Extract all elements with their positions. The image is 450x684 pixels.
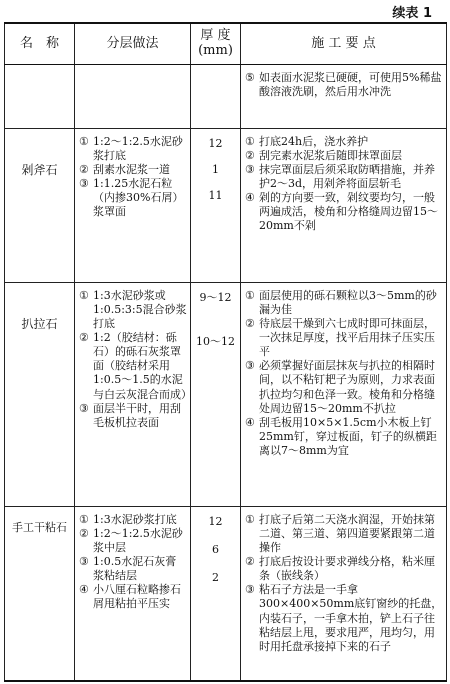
layer-text: 小八厘石粒略掺石屑甩粘拍平压实	[93, 583, 181, 611]
layer-item	[79, 331, 192, 401]
layer-num: ①	[79, 135, 89, 148]
row-points	[241, 129, 447, 283]
row-thickness	[191, 65, 241, 129]
point-text: 抹完罩面层后须采取防晒措施，并养护2～3d，用剁斧将面层斩毛	[259, 163, 435, 191]
row-layers	[75, 507, 191, 682]
layer-num: ③	[79, 401, 89, 415]
layer-num: ③	[79, 177, 89, 191]
point-num: ③	[245, 583, 255, 597]
point-text: 粘石子方法是一手拿300×400×50mm底钉窗纱的托盘，内装石子，一手拿木拍，铲上石子往粘结层上甩，要求甩严，甩均匀，用时用托盘承接掉下来的石子	[259, 583, 443, 653]
layer-item	[79, 583, 187, 611]
layer-item	[79, 177, 187, 219]
point-text: 如表面水泥浆已硬硬，可使用5%稀盐酸溶液洗刷，然后用水冲洗	[259, 71, 442, 99]
point-item	[245, 149, 443, 163]
point-num: ④	[245, 415, 255, 429]
layer-num: ①	[79, 513, 89, 526]
point-text: 打底24h后，浇水养护	[259, 135, 369, 148]
point-num: ③	[245, 163, 255, 177]
layer-item	[79, 527, 187, 555]
point-item	[245, 359, 443, 415]
point-num: ⑤	[245, 71, 255, 84]
row-thickness	[191, 283, 241, 507]
header-thickness-label: 厚 度	[200, 28, 231, 44]
row-layers	[75, 65, 191, 129]
thickness-value: 11	[208, 189, 223, 203]
row-thickness	[191, 129, 241, 283]
layer-text: 1:2（胶结材：砾石）的砾石灰浆罩面（胶结材采用1:0.5～1.5的水泥与白云灰混合而成）	[93, 331, 192, 401]
row-name: 手工干粘石	[5, 507, 75, 682]
point-item	[245, 416, 443, 458]
layer-text: 面层半干时，用刮毛板机拉表面	[93, 401, 181, 429]
point-num: ④	[245, 191, 255, 205]
construction-table	[4, 22, 447, 682]
point-item	[245, 513, 443, 555]
point-item	[245, 135, 443, 149]
header-thickness-unit: (mm)	[198, 43, 233, 58]
header-row	[5, 23, 447, 65]
point-text: 剁的方向要一致，剁纹要均匀，一般两遍成活，棱角和分格缝周边留15～20mm不剁	[259, 191, 438, 233]
layer-num: ②	[79, 331, 89, 345]
continuation-label: 续表 1	[392, 6, 432, 21]
point-text: 待底层干燥到六七成时即可抹面层，一次抹足厚度，找平后用抹子压实压平	[259, 317, 435, 359]
layer-text: 1:3水泥砂浆打底	[93, 513, 177, 526]
layer-text: 1:3水泥砂浆或1:0.5:3:5混合砂浆打底	[93, 289, 187, 331]
row-name: 剁斧石	[5, 129, 75, 283]
table-row	[5, 507, 447, 682]
point-num: ①	[245, 289, 255, 302]
layer-item	[79, 402, 187, 430]
point-text: 打底子后第二天浇水润湿，开始抹第二道、第三道、第四道要紧跟第二道操作	[259, 513, 435, 555]
layer-text: 1:1.25水泥石粒（内掺30%石屑）浆罩面	[93, 177, 184, 219]
row-layers	[75, 129, 191, 283]
header-method: 分层做法	[75, 23, 191, 65]
point-num: ②	[245, 317, 255, 331]
layer-text: 1:0.5水泥石灰膏浆粘结层	[93, 555, 177, 583]
point-num: ②	[245, 149, 255, 163]
row-thickness	[191, 507, 241, 682]
point-num: ③	[245, 359, 255, 373]
layer-item	[79, 135, 187, 163]
header-name: 名 称	[5, 23, 75, 65]
layer-num: ②	[79, 163, 89, 177]
row-points	[241, 283, 447, 507]
thickness-value: 12	[208, 515, 223, 528]
thickness-value: 10～12	[196, 335, 235, 349]
header-points: 施 工 要 点	[241, 23, 447, 65]
thickness-value: 12	[208, 137, 223, 150]
row-points	[241, 507, 447, 682]
layer-num: ②	[79, 527, 89, 541]
point-item	[245, 191, 443, 233]
layer-text: 1:2～1:2.5水泥砂浆打底	[93, 135, 183, 163]
row-points	[241, 65, 447, 129]
layer-item	[79, 555, 187, 583]
header-thickness	[191, 23, 241, 65]
table-row	[5, 65, 447, 129]
point-num: ②	[245, 555, 255, 569]
point-text: 打底后按设计要求弹线分格，粘米厘条（嵌线条）	[259, 555, 435, 583]
point-text: 面层使用的砾石颗粒以3～5mm的砂漏为佳	[259, 289, 437, 317]
point-item	[245, 163, 443, 191]
thickness-value: 6	[212, 543, 219, 557]
point-item	[245, 583, 443, 653]
layer-text: 1:2～1:2.5水泥砂浆中层	[93, 527, 183, 555]
point-text: 刮毛板用10×5×1.5cm小木板上钉25mm钉，穿过板面，钉子的纵横距离以7～8mm为宜	[259, 415, 437, 457]
layer-item	[79, 289, 187, 331]
thickness-value: 9～12	[199, 291, 232, 304]
point-text: 刮完素水泥浆后随即抹罩面层	[259, 149, 402, 163]
row-name	[5, 65, 75, 129]
point-item	[245, 289, 443, 317]
layer-text: 刮素水泥浆一道	[93, 163, 170, 177]
point-item	[245, 71, 443, 99]
point-num: ①	[245, 135, 255, 148]
thickness-value: 2	[212, 571, 219, 585]
row-layers	[75, 283, 191, 507]
point-num: ①	[245, 513, 255, 526]
layer-num: ④	[79, 583, 89, 597]
layer-item	[79, 163, 187, 177]
table-row	[5, 129, 447, 283]
table-row	[5, 283, 447, 507]
point-item	[245, 555, 443, 583]
layer-num: ③	[79, 555, 89, 569]
point-item	[245, 317, 443, 359]
layer-num: ①	[79, 289, 89, 302]
row-name: 扒拉石	[5, 283, 75, 507]
point-text: 必须掌握好面层抹灰与扒拉的相隔时间，以不粘钉耙子为原则，力求表面扒拉均匀和色泽一致。棱角和分格缝处周边留15～20mm不扒拉	[259, 359, 435, 415]
thickness-value: 1	[212, 163, 219, 177]
layer-item	[79, 513, 187, 527]
